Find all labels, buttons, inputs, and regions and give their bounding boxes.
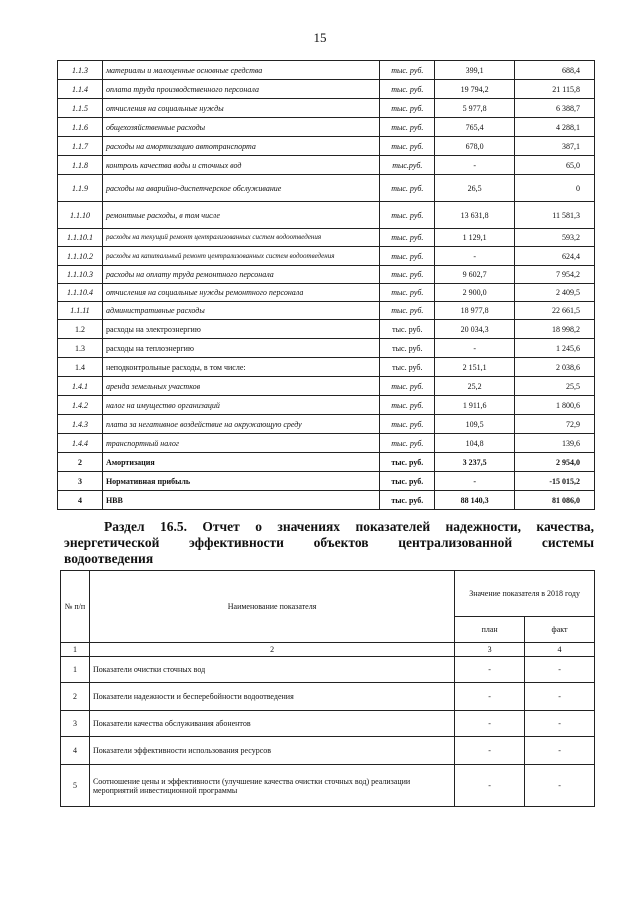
row-plan-value: 3 237,5 bbox=[435, 453, 515, 472]
table-row bbox=[58, 137, 595, 156]
row-number: 1.4.1 bbox=[58, 377, 103, 396]
row-number: 3 bbox=[58, 472, 103, 491]
row-number: 1.1.6 bbox=[58, 118, 103, 137]
row-unit: тыс. руб. bbox=[380, 99, 435, 118]
row-plan-value: 104,8 bbox=[435, 434, 515, 453]
row-number: 4 bbox=[61, 737, 90, 765]
table-row bbox=[58, 358, 595, 377]
row-unit: тыс. руб. bbox=[380, 320, 435, 339]
expenses-table bbox=[57, 60, 595, 510]
row-plan-value: - bbox=[455, 711, 525, 737]
row-number: 1.1.10.2 bbox=[58, 247, 103, 266]
row-plan-value: 1 911,6 bbox=[435, 396, 515, 415]
row-name: расходы на текущий ремонт централизованных систем водоотведения bbox=[102, 229, 379, 247]
col-index-4: 4 bbox=[525, 643, 595, 657]
section-heading bbox=[64, 519, 594, 567]
row-plan-value: 765,4 bbox=[435, 118, 515, 137]
row-number: 2 bbox=[58, 453, 103, 472]
table-row bbox=[58, 302, 595, 320]
row-fact-value: 2 954,0 bbox=[515, 453, 595, 472]
row-number: 1.4.2 bbox=[58, 396, 103, 415]
row-name: Показатели качества обслуживания абонентов bbox=[89, 711, 454, 737]
row-plan-value: - bbox=[435, 247, 515, 266]
row-unit: тыс. руб. bbox=[380, 396, 435, 415]
table-row bbox=[58, 284, 595, 302]
row-name: Показатели очистки сточных вод bbox=[89, 657, 454, 683]
row-number: 1.4.3 bbox=[58, 415, 103, 434]
row-name: расходы на электроэнергию bbox=[102, 320, 379, 339]
row-plan-value: - bbox=[455, 657, 525, 683]
row-plan-value: 88 140,3 bbox=[435, 491, 515, 510]
row-name: налог на имущество организаций bbox=[102, 396, 379, 415]
row-number: 1.4 bbox=[58, 358, 103, 377]
row-unit: тыс. руб. bbox=[380, 202, 435, 229]
row-plan-value: 1 129,1 bbox=[435, 229, 515, 247]
row-name: Амортизация bbox=[102, 453, 379, 472]
page-number: 15 bbox=[313, 30, 327, 45]
row-plan-value: 25,2 bbox=[435, 377, 515, 396]
row-plan-value: 20 034,3 bbox=[435, 320, 515, 339]
row-plan-value: 678,0 bbox=[435, 137, 515, 156]
table-row bbox=[58, 61, 595, 80]
row-plan-value: 9 602,7 bbox=[435, 266, 515, 284]
table-row bbox=[61, 737, 595, 765]
row-unit: тыс. руб. bbox=[380, 61, 435, 80]
row-fact-value: 7 954,2 bbox=[515, 266, 595, 284]
row-unit: тыс. руб. bbox=[380, 229, 435, 247]
row-unit: тыс. руб. bbox=[380, 284, 435, 302]
row-fact-value: 6 388,7 bbox=[515, 99, 595, 118]
table-row bbox=[61, 711, 595, 737]
row-unit: тыс. руб. bbox=[380, 175, 435, 202]
row-fact-value: - bbox=[525, 657, 595, 683]
row-number: 3 bbox=[61, 711, 90, 737]
row-name: расходы на теплоэнергию bbox=[102, 339, 379, 358]
row-fact-value: -15 015,2 bbox=[515, 472, 595, 491]
row-fact-value: 139,6 bbox=[515, 434, 595, 453]
row-plan-value: 399,1 bbox=[435, 61, 515, 80]
row-plan-value: - bbox=[455, 737, 525, 765]
row-number: 1.1.10.1 bbox=[58, 229, 103, 247]
row-name: отчисления на социальные нужды bbox=[102, 99, 379, 118]
table-row bbox=[58, 175, 595, 202]
row-name: Показатели эффективности использования ресурсов bbox=[89, 737, 454, 765]
row-number: 2 bbox=[61, 683, 90, 711]
row-fact-value: 11 581,3 bbox=[515, 202, 595, 229]
row-name: транспортный налог bbox=[102, 434, 379, 453]
col-index-2: 2 bbox=[89, 643, 454, 657]
row-name: Соотношение цены и эффективности (улучшение качества очистки сточных вод) реализации мероприятий инвестиционной программы bbox=[89, 765, 454, 807]
table-row bbox=[58, 491, 595, 510]
row-fact-value: 387,1 bbox=[515, 137, 595, 156]
table-row bbox=[58, 99, 595, 118]
row-fact-value: 624,4 bbox=[515, 247, 595, 266]
heading-line-3: водоотведения bbox=[64, 551, 154, 566]
row-number: 1 bbox=[61, 657, 90, 683]
table-row bbox=[58, 434, 595, 453]
row-fact-value: 18 998,2 bbox=[515, 320, 595, 339]
row-unit: тыс. руб. bbox=[380, 302, 435, 320]
row-number: 1.1.8 bbox=[58, 156, 103, 175]
row-plan-value: 109,5 bbox=[435, 415, 515, 434]
indicators-table bbox=[60, 570, 595, 807]
row-plan-value: 18 977,8 bbox=[435, 302, 515, 320]
row-plan-value: 26,5 bbox=[435, 175, 515, 202]
row-name: расходы на оплату труда ремонтного персонала bbox=[102, 266, 379, 284]
row-name: административные расходы bbox=[102, 302, 379, 320]
row-fact-value: 2 409,5 bbox=[515, 284, 595, 302]
row-name: материалы и малоценные основные средства bbox=[102, 61, 379, 80]
row-name: Показатели надежности и бесперебойности водоотведения bbox=[89, 683, 454, 711]
row-fact-value: 1 245,6 bbox=[515, 339, 595, 358]
table-row bbox=[58, 396, 595, 415]
row-fact-value: 688,4 bbox=[515, 61, 595, 80]
row-fact-value: 593,2 bbox=[515, 229, 595, 247]
row-unit: тыс. руб. bbox=[380, 118, 435, 137]
row-unit: тыс. руб. bbox=[380, 377, 435, 396]
row-name: НВВ bbox=[102, 491, 379, 510]
row-number: 1.2 bbox=[58, 320, 103, 339]
row-unit: тыс. руб. bbox=[380, 80, 435, 99]
table-row bbox=[58, 377, 595, 396]
row-plan-value: - bbox=[455, 765, 525, 807]
row-name: отчисления на социальные нужды ремонтного персонала bbox=[102, 284, 379, 302]
row-plan-value: - bbox=[435, 156, 515, 175]
table-row bbox=[58, 156, 595, 175]
row-name: оплата труда производственного персонала bbox=[102, 80, 379, 99]
row-fact-value: - bbox=[525, 683, 595, 711]
row-unit: тыс. руб. bbox=[380, 339, 435, 358]
row-name: плата за негативное воздействие на окружающую среду bbox=[102, 415, 379, 434]
row-unit: тыс.руб. bbox=[380, 156, 435, 175]
row-unit: тыс. руб. bbox=[380, 472, 435, 491]
row-fact-value: 65,0 bbox=[515, 156, 595, 175]
row-fact-value: 22 661,5 bbox=[515, 302, 595, 320]
row-plan-value: 13 631,8 bbox=[435, 202, 515, 229]
row-name: ремонтные расходы, в том числе bbox=[102, 202, 379, 229]
row-plan-value: 2 900,0 bbox=[435, 284, 515, 302]
row-number: 1.1.10.3 bbox=[58, 266, 103, 284]
row-plan-value: - bbox=[435, 339, 515, 358]
row-unit: тыс. руб. bbox=[380, 434, 435, 453]
row-unit: тыс. руб. bbox=[380, 358, 435, 377]
header-fact: факт bbox=[525, 617, 595, 643]
table-row bbox=[58, 202, 595, 229]
row-number: 1.4.4 bbox=[58, 434, 103, 453]
table-row bbox=[58, 247, 595, 266]
row-fact-value: 25,5 bbox=[515, 377, 595, 396]
table-row bbox=[61, 765, 595, 807]
table-row bbox=[58, 229, 595, 247]
row-name: общехозяйственные расходы bbox=[102, 118, 379, 137]
row-name: расходы на капитальный ремонт централизованных систем водоотведения bbox=[102, 247, 379, 266]
row-number: 1.3 bbox=[58, 339, 103, 358]
table-row bbox=[58, 118, 595, 137]
table-row bbox=[58, 339, 595, 358]
row-fact-value: - bbox=[525, 737, 595, 765]
heading-line-2: энергетической эффективности объектов централизованной системы bbox=[64, 535, 594, 550]
row-number: 1.1.9 bbox=[58, 175, 103, 202]
table-row bbox=[58, 80, 595, 99]
row-unit: тыс. руб. bbox=[380, 137, 435, 156]
row-plan-value: 19 794,2 bbox=[435, 80, 515, 99]
row-fact-value: 21 115,8 bbox=[515, 80, 595, 99]
table-row bbox=[58, 415, 595, 434]
row-name: неподконтрольные расходы, в том числе: bbox=[102, 358, 379, 377]
row-fact-value: 0 bbox=[515, 175, 595, 202]
row-name: Нормативная прибыль bbox=[102, 472, 379, 491]
row-number: 4 bbox=[58, 491, 103, 510]
row-unit: тыс. руб. bbox=[380, 247, 435, 266]
row-name: контроль качества воды и сточных вод bbox=[102, 156, 379, 175]
row-fact-value: 4 288,1 bbox=[515, 118, 595, 137]
row-number: 1.1.5 bbox=[58, 99, 103, 118]
heading-line-1: Раздел 16.5. Отчет о значениях показателей надежности, качества, bbox=[104, 519, 594, 534]
row-fact-value: - bbox=[525, 765, 595, 807]
table-row bbox=[58, 472, 595, 491]
table-row bbox=[58, 453, 595, 472]
row-number: 1.1.11 bbox=[58, 302, 103, 320]
row-plan-value: 5 977,8 bbox=[435, 99, 515, 118]
row-plan-value: - bbox=[435, 472, 515, 491]
table-row bbox=[61, 657, 595, 683]
row-unit: тыс. руб. bbox=[380, 266, 435, 284]
col-index-3: 3 bbox=[455, 643, 525, 657]
header-num: № п/п bbox=[61, 571, 90, 643]
row-fact-value: 2 038,6 bbox=[515, 358, 595, 377]
row-name: расходы на амортизацию автотранспорта bbox=[102, 137, 379, 156]
row-plan-value: 2 151,1 bbox=[435, 358, 515, 377]
row-number: 1.1.10.4 bbox=[58, 284, 103, 302]
row-number: 5 bbox=[61, 765, 90, 807]
row-fact-value: 1 800,6 bbox=[515, 396, 595, 415]
row-plan-value: - bbox=[455, 683, 525, 711]
table-row bbox=[58, 266, 595, 284]
row-fact-value: 81 086,0 bbox=[515, 491, 595, 510]
row-unit: тыс. руб. bbox=[380, 491, 435, 510]
header-value: Значение показателя в 2018 году bbox=[455, 571, 595, 617]
col-index-1: 1 bbox=[61, 643, 90, 657]
row-unit: тыс. руб. bbox=[380, 415, 435, 434]
row-number: 1.1.7 bbox=[58, 137, 103, 156]
row-name: расходы на аварийно-диспетчерское обслуживание bbox=[102, 175, 379, 202]
table-row bbox=[58, 320, 595, 339]
header-name: Наименование показателя bbox=[89, 571, 454, 643]
row-name: аренда земельных участков bbox=[102, 377, 379, 396]
row-fact-value: 72,9 bbox=[515, 415, 595, 434]
row-unit: тыс. руб. bbox=[380, 453, 435, 472]
header-plan: план bbox=[455, 617, 525, 643]
table-row bbox=[61, 683, 595, 711]
row-number: 1.1.3 bbox=[58, 61, 103, 80]
row-number: 1.1.10 bbox=[58, 202, 103, 229]
row-fact-value: - bbox=[525, 711, 595, 737]
row-number: 1.1.4 bbox=[58, 80, 103, 99]
